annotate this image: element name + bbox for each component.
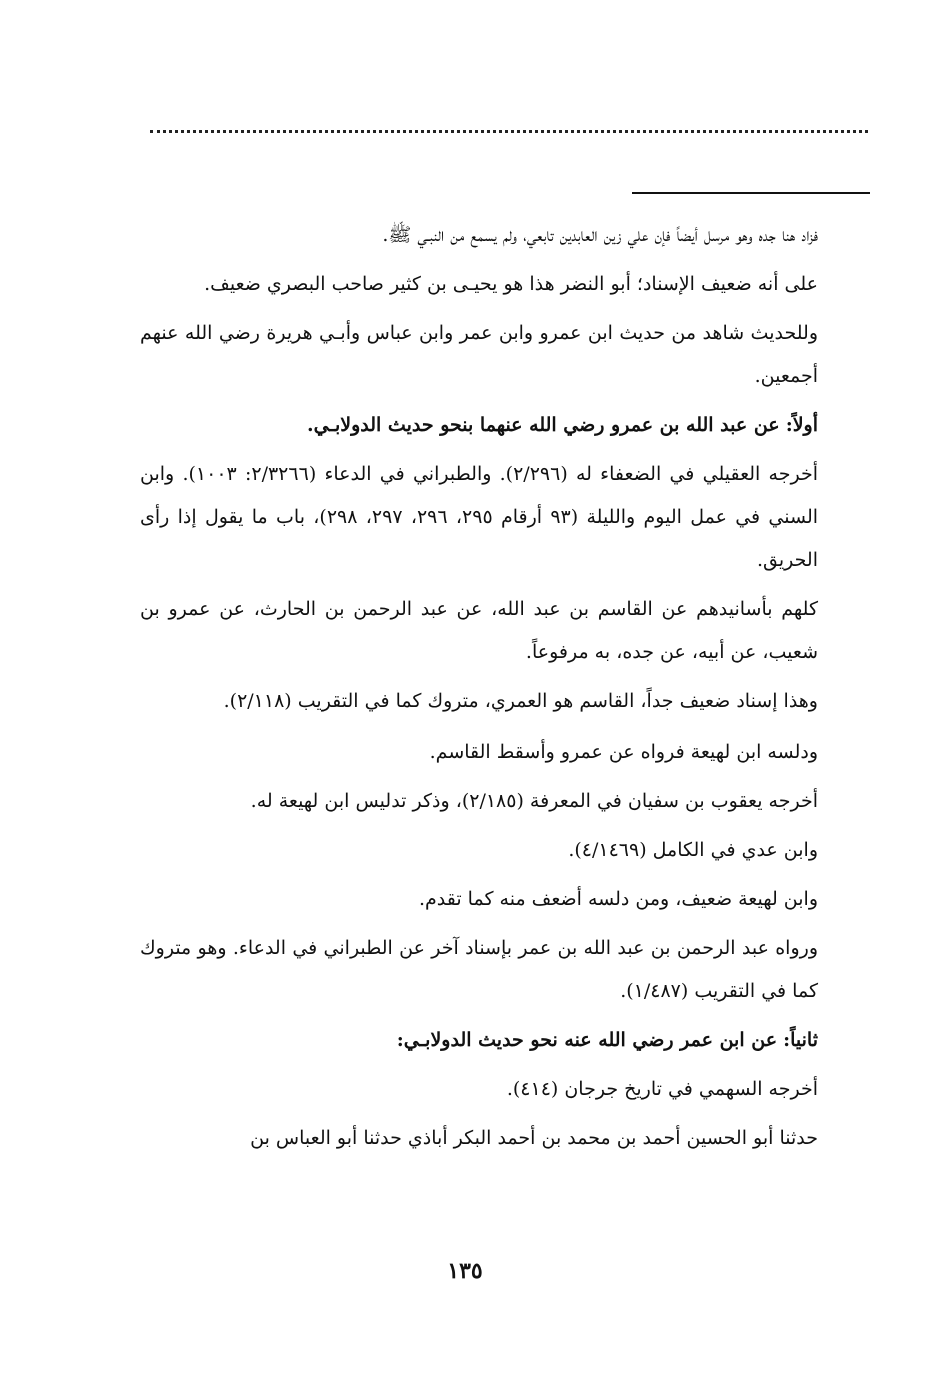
page-number: ١٣٥ bbox=[447, 1258, 483, 1284]
heading-second bbox=[140, 1019, 870, 1062]
heading-first-label: أولاً: bbox=[785, 414, 818, 436]
heading-first bbox=[140, 404, 870, 447]
paragraph: وللحديث شاهد من حديث ابن عمرو وابن عمر وابن عباس وأبـي هريرة رضي الله عنهم أجمعين. bbox=[140, 322, 818, 387]
paragraph: فزاد هنا جده وهو مرسل أيضاً فإن علي زين العابدين تابعي، ولم يسمع من النبـي ﷺ. bbox=[382, 224, 818, 246]
dotted-separator bbox=[150, 130, 868, 133]
line: وابن عدي في الكامل (٤/١٤٦٩). bbox=[568, 839, 818, 861]
line: حدثنا أبو الحسين أحمد بن محمد بن أحمد البكر أباذي حدثنا أبو العباس بن bbox=[250, 1127, 818, 1149]
heading-second-text: عن ابن عمر رضي الله عنه نحو حديث الدولابـي: bbox=[396, 1029, 778, 1051]
paragraph: ورواه عبد الرحمن بن عبد الله بن عمر بإسناد آخر عن الطبراني في الدعاء. وهو متروك كما في التقريب (١/٤٨٧). bbox=[140, 937, 818, 1002]
line: أخرجه يعقوب بن سفيان في المعرفة (٢/١٨٥)، وذكر تدليس ابن لهيعة له. bbox=[250, 790, 818, 812]
page-body bbox=[140, 214, 870, 1166]
paragraph: أخرجه العقيلي في الضعفاء له (٢/٢٩٦). والطبراني في الدعاء (٢/٣٢٦٦: ١٠٠٣). وابن السني في عمل اليوم والليلة (٩٣ أرقام ٢٩٥، ٢٩٦، ٢٩٧، ٢٩٨)، باب ما يقول إذا رأى الحريق. bbox=[140, 463, 819, 571]
line: أخرجه السهمي في تاريخ جرجان (٤١٤). bbox=[506, 1078, 818, 1100]
paragraph: كلهم بأسانيدهم عن القاسم بن عبد الله، عن عبد الرحمن بن الحارث، عن عمرو بن شعيب، عن أبيه، عن جده، به مرفوعاً. bbox=[140, 598, 818, 663]
heading-second-label: ثانياً: bbox=[783, 1029, 818, 1051]
line: وابن لهيعة ضعيف، ومن دلسه أضعف منه كما تقدم. bbox=[418, 888, 818, 910]
paragraph: وهذا إسناد ضعيف جداً، القاسم هو العمري، متروك كما في التقريب (٢/١١٨). bbox=[223, 690, 818, 712]
section-rule bbox=[632, 192, 870, 194]
line: ودلسه ابن لهيعة فرواه عن عمرو وأسقط القاسم. bbox=[429, 741, 818, 763]
paragraph: على أنه ضعيف الإسناد؛ أبو النضر هذا هو يحيـى بن كثير صاحب البصري ضعيف. bbox=[204, 273, 818, 295]
heading-first-text: عن عبد الله بن عمرو رضي الله عنهما بنحو حديث الدولابـي. bbox=[306, 414, 780, 436]
